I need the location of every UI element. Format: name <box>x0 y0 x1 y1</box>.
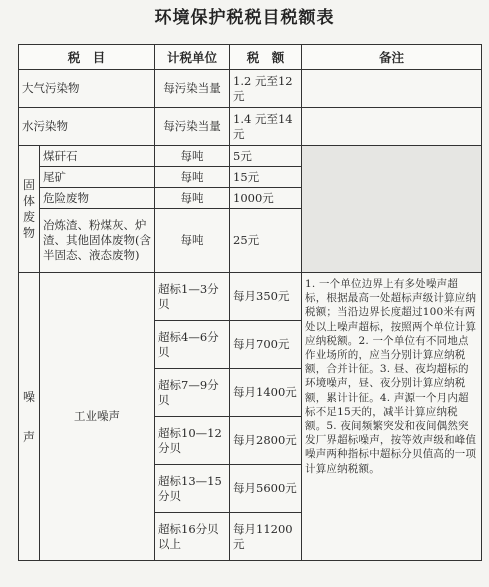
solid-item-name: 尾矿 <box>40 167 155 188</box>
noise-level: 超标16分贝以上 <box>155 513 230 561</box>
solid-item-unit: 每吨 <box>155 146 230 167</box>
header-note: 备注 <box>302 45 482 70</box>
solid-item-unit: 每吨 <box>155 188 230 209</box>
table-title: 环境保护税税目税额表 <box>154 8 335 28</box>
tax-rate-table <box>18 44 482 561</box>
noise-amount: 每月350元 <box>230 273 302 321</box>
table-row <box>19 70 482 108</box>
solid-item-amount: 5元 <box>230 146 302 167</box>
noise-amount: 每月11200元 <box>230 513 302 561</box>
noise-level: 超标13—15分贝 <box>155 465 230 513</box>
solid-item-name: 危险废物 <box>40 188 155 209</box>
water-pollutant-note <box>302 108 482 146</box>
noise-level: 超标4—6分贝 <box>155 321 230 369</box>
industrial-noise-label: 工业噪声 <box>40 273 155 561</box>
solid-item-unit: 每吨 <box>155 167 230 188</box>
solid-item-name: 冶炼渣、粉煤灰、炉渣、其他固体废物(含半固态、液态废物) <box>40 209 155 273</box>
noise-amount: 每月1400元 <box>230 369 302 417</box>
header-amount: 税 额 <box>230 45 302 70</box>
solid-item-amount: 1000元 <box>230 188 302 209</box>
header-row <box>19 45 482 70</box>
air-pollutant-name: 大气污染物 <box>19 70 155 108</box>
air-pollutant-amount: 1.2 元至12元 <box>230 70 302 108</box>
air-pollutant-note <box>302 70 482 108</box>
solid-waste-category <box>19 146 40 273</box>
category-char: 噪声 <box>22 389 35 444</box>
header-unit: 计税单位 <box>155 45 230 70</box>
solid-item-amount: 15元 <box>230 167 302 188</box>
solid-waste-note <box>302 146 482 273</box>
air-pollutant-unit: 每污染当量 <box>155 70 230 108</box>
noise-level: 超标10—12分贝 <box>155 417 230 465</box>
table-row <box>19 273 482 321</box>
water-pollutant-name: 水污染物 <box>19 108 155 146</box>
water-pollutant-unit: 每污染当量 <box>155 108 230 146</box>
solid-item-name: 煤矸石 <box>40 146 155 167</box>
noise-category <box>19 273 40 561</box>
table-row <box>19 108 482 146</box>
noise-level: 超标7—9分贝 <box>155 369 230 417</box>
header-tax-item: 税 目 <box>19 45 155 70</box>
table-row <box>19 146 482 167</box>
noise-amount: 每月700元 <box>230 321 302 369</box>
category-char: 固体废物 <box>22 178 35 240</box>
solid-item-unit: 每吨 <box>155 209 230 273</box>
noise-amount: 每月2800元 <box>230 417 302 465</box>
noise-note: 1. 一个单位边界上有多处噪声超标，根据最高一处超标声级计算应纳税额；当沿边界长度超过100米有两处以上噪声超标，按照两个单位计算应纳税额。2. 一个单位有不同地点作业场所的，应当分别计算应纳税额，合并计征。3. 昼、夜均超标的环境噪声，昼、夜分别计算应纳税额，累计计征。4. 声源一个月内超标不足15天的，减半计算应纳税额。5. 夜间频繁突发和夜间偶然突发厂界超标噪声，按等效声级和峰值噪声两种指标中超标分贝值高的一项计算应纳税额。 <box>302 273 482 561</box>
solid-item-amount: 25元 <box>230 209 302 273</box>
water-pollutant-amount: 1.4 元至14元 <box>230 108 302 146</box>
noise-amount: 每月5600元 <box>230 465 302 513</box>
noise-level: 超标1—3分贝 <box>155 273 230 321</box>
